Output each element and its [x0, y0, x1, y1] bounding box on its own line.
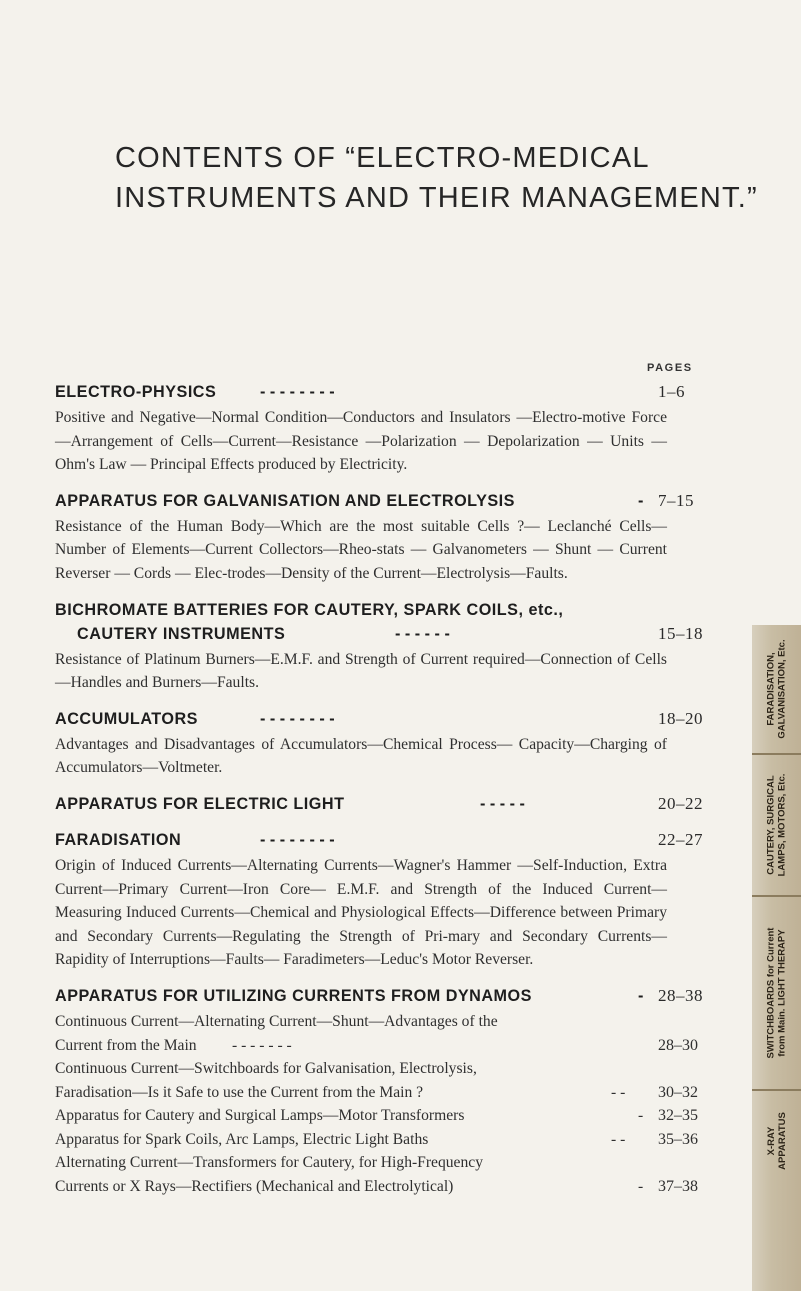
thumb-tab-x-ray[interactable] — [752, 1091, 801, 1191]
leader-dots: - - - - - - - - — [260, 709, 335, 728]
section-title: APPARATUS FOR ELECTRIC LIGHT — [55, 794, 345, 813]
section-heading — [55, 984, 725, 1008]
section-title: FARADISATION — [55, 830, 182, 849]
sub-entry — [55, 1128, 698, 1152]
leader-dots: - - - - - — [480, 794, 525, 813]
section-heading — [55, 792, 725, 816]
toc-section-bichromate — [55, 598, 725, 695]
sub-entry-text: Continuous Current—Switchboards for Galvanisation, Electrolysis, — [55, 1060, 477, 1078]
sub-entry-pages: 32–35 — [658, 1107, 698, 1125]
toc-section-accumulators — [55, 707, 725, 780]
section-pages: 1–6 — [658, 382, 685, 401]
toc-section-galvanisation — [55, 489, 725, 586]
leader-dots: - — [638, 986, 644, 1005]
leader-dots: - — [638, 491, 644, 510]
sub-entry — [55, 1081, 698, 1105]
toc-section-dynamos — [55, 984, 725, 1199]
section-pages: 20–22 — [658, 793, 703, 813]
margin-thumb-index — [752, 625, 801, 1291]
sub-entry — [55, 1034, 698, 1058]
section-pages: 18–20 — [658, 708, 703, 728]
sub-entry — [55, 1175, 698, 1199]
sub-entry-text: Currents or X Rays—Rectifiers (Mechanical and Electrolytical) — [55, 1178, 454, 1196]
sub-entry — [55, 1151, 667, 1175]
pages-column-header: PAGES — [647, 362, 693, 374]
section-heading — [55, 598, 725, 646]
toc-section-electro-physics — [55, 380, 725, 477]
sub-entry-text: Current from the Main — [55, 1036, 197, 1054]
thumb-tab-label: X-RAY APPARATUS — [765, 1112, 788, 1170]
thumb-tab-switchboards[interactable] — [752, 897, 801, 1089]
thumb-tab-label: SWITCHBOARDS for Current from Main. LIGHT THERAPY — [765, 927, 788, 1059]
section-description: Continuous Current—Alternating Current—Shunt—Advantages of the — [55, 1012, 498, 1030]
section-pages: 22–27 — [658, 829, 703, 849]
section-title: BICHROMATE BATTERIES FOR CAUTERY, SPARK COILS, etc., — [55, 600, 564, 619]
toc-section-faradisation — [55, 828, 725, 972]
section-heading — [55, 489, 725, 513]
thumb-tab-cautery[interactable] — [752, 755, 801, 895]
section-title: APPARATUS FOR GALVANISATION AND ELECTROLYSIS — [55, 491, 515, 510]
sub-entry-pages: 28–30 — [658, 1036, 698, 1054]
sub-entry-pages: 37–38 — [658, 1178, 698, 1196]
section-description: Positive and Negative—Normal Condition—Conductors and Insulators —Electro-motive Force—Arrangement of Cells—Current—Resistance —Polarization — Depolarization — Units — Ohm's Law — Principal Effects produced by Electricity. — [55, 409, 667, 474]
section-description: Resistance of Platinum Burners—E.M.F. and Strength of Current required—Connection of Cells—Handles and Burners—Faults. — [55, 650, 667, 692]
thumb-tab-label: FARADISATION, GALVANISATION, Etc. — [765, 639, 788, 739]
section-title: ELECTRO-PHYSICS — [55, 383, 217, 401]
toc-section-electric-light — [55, 792, 725, 816]
section-title-line-2: CAUTERY INSTRUMENTS — [77, 624, 286, 643]
sub-entry-dots: - — [638, 1178, 644, 1196]
section-description: Resistance of the Human Body—Which are the most suitable Cells ?— Leclanché Cells—Number of Elements—Current Collectors—Rheo-stats — Galvanometers — Shunt — Current Reverser — Cords — Elec-trodes—Density of the Current—Electrolysis—Faults. — [55, 517, 667, 582]
sub-entry-pages: 35–36 — [658, 1130, 698, 1148]
section-title: APPARATUS FOR UTILIZING CURRENTS FROM DYNAMOS — [55, 986, 532, 1005]
sub-entry-text: Apparatus for Cautery and Surgical Lamps—Motor Transformers — [55, 1107, 465, 1125]
sub-entry-dots: - - — [611, 1130, 626, 1148]
section-description: Advantages and Disadvantages of Accumulators—Chemical Process— Capacity—Charging of Accumulators—Voltmeter. — [55, 735, 667, 777]
sub-entry-text: Apparatus for Spark Coils, Arc Lamps, Electric Light Baths — [55, 1130, 429, 1148]
thumb-tab-label: CAUTERY, SURGICAL LAMPS, MOTORS, Etc. — [765, 773, 788, 877]
section-heading — [55, 828, 725, 852]
sub-entry — [55, 1057, 667, 1081]
section-heading — [55, 707, 725, 731]
sub-entry-pages: 30–32 — [658, 1083, 698, 1101]
section-pages: 15–18 — [658, 623, 703, 643]
sub-entry-text: Alternating Current—Transformers for Cautery, for High-Frequency — [55, 1154, 483, 1172]
section-heading — [55, 380, 725, 404]
table-of-contents — [55, 380, 725, 1199]
leader-dots: - - - - - - — [395, 624, 450, 643]
sub-entry-dots: - - — [611, 1083, 626, 1101]
page-title — [115, 138, 758, 218]
sub-entry-dots: - — [638, 1107, 644, 1125]
sub-entry-text: Faradisation—Is it Safe to use the Current from the Main ? — [55, 1083, 424, 1101]
sub-entry-dots: - - - - - - - — [232, 1036, 292, 1054]
section-description: Origin of Induced Currents—Alternating Currents—Wagner's Hammer —Self-Induction, Extra Current—Primary Current—Iron Core— E.M.F. and Strength of the Induced Current—Measuring Induced Currents—Chemical and Physiological Effects—Difference between Primary and Secondary Currents—Regulating the Strength of Pri-mary and Secondary Currents—Rapidity of Interruptions—Faults— Faradimeters—Leduc's Motor Reverser. — [55, 856, 667, 969]
title-line-2: INSTRUMENTS AND THEIR MANAGEMENT.” — [115, 182, 758, 214]
leader-dots: - - - - - - - - — [260, 383, 335, 401]
section-pages: 7–15 — [658, 490, 694, 510]
leader-dots: - - - - - - - - — [260, 830, 335, 849]
thumb-tab-faradisation[interactable] — [752, 625, 801, 753]
sub-entry — [55, 1104, 698, 1128]
section-pages: 28–38 — [658, 985, 703, 1005]
section-title: ACCUMULATORS — [55, 709, 198, 728]
title-line-1: CONTENTS OF “ELECTRO-MEDICAL — [115, 142, 650, 174]
